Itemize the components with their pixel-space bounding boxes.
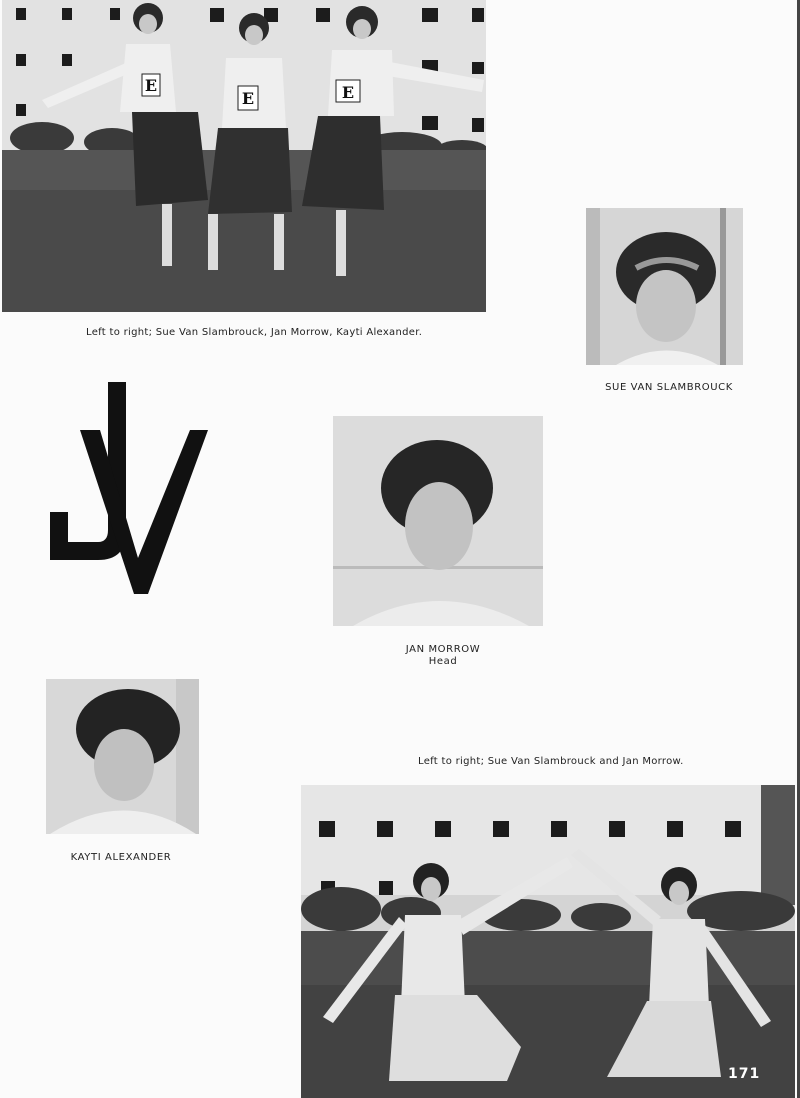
kayti-alexander-name: KAYTI ALEXANDER bbox=[70, 852, 172, 863]
jv-logo bbox=[50, 382, 210, 594]
jan-morrow-name-text: JAN MORROW bbox=[405, 644, 481, 655]
jan-morrow-role: Head bbox=[428, 656, 458, 667]
svg-text:E: E bbox=[241, 89, 255, 108]
bottom-photo-caption: Left to right; Sue Van Slambrouck and Jan Morrow. bbox=[418, 756, 684, 767]
svg-text:E: E bbox=[341, 83, 355, 102]
jan-morrow-name bbox=[368, 644, 518, 668]
svg-text:E: E bbox=[144, 76, 158, 95]
top-photo-caption: Left to right; Sue Van Slambrouck, Jan Morrow, Kayti Alexander. bbox=[86, 327, 423, 338]
sue-van-slambrouck-name: SUE VAN SLAMBROUCK bbox=[605, 382, 733, 393]
cheerleaders-group-photo bbox=[2, 0, 486, 312]
page-number: 171 bbox=[728, 1066, 761, 1082]
two-cheerleaders-photo bbox=[301, 785, 795, 1098]
jan-morrow-portrait bbox=[333, 416, 543, 626]
kayti-alexander-portrait bbox=[46, 679, 199, 834]
sue-van-slambrouck-portrait bbox=[586, 208, 743, 365]
